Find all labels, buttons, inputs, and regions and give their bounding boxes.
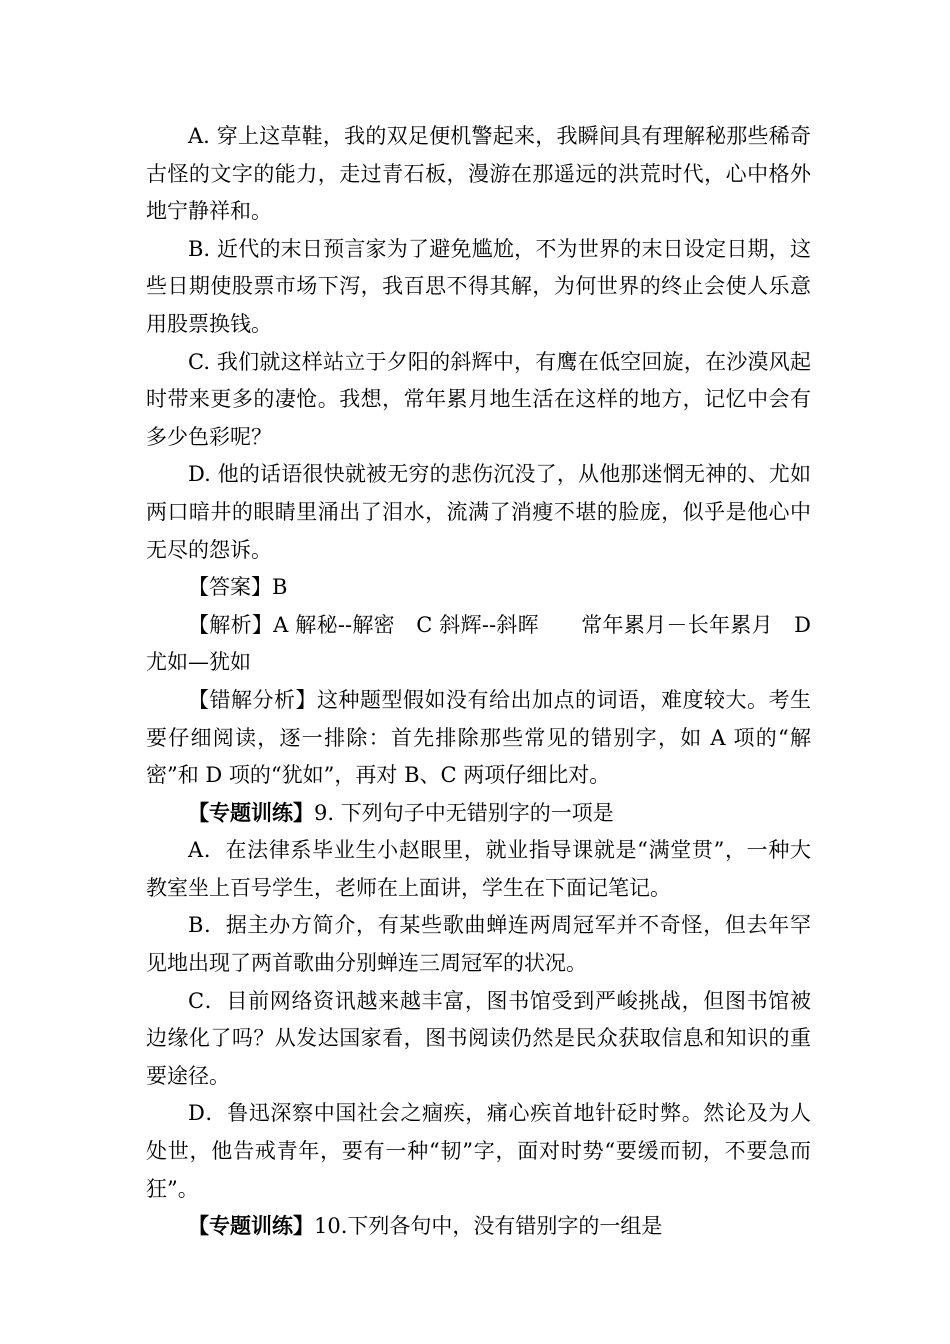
q9-option-a: A．在法律系毕业生小赵眼里，就业指导课就是“满堂贯”，一种大教室坐上百号学生，老师在上面讲，学生在下面记笔记。 [146, 838, 811, 900]
q9-option-c: C．目前网络资讯越来越丰富，图书馆受到严峻挑战，但图书馆被边缘化了吗？从发达国家看，图书阅读仍然是民众获取信息和知识的重要途径。 [146, 988, 811, 1088]
q8-answer [146, 569, 811, 607]
analysis-text-2: 常年累月－长年累月 D 尤如—犹如 [146, 612, 812, 675]
error-analysis-label: 【错解分析】 [188, 687, 317, 712]
q8-error-analysis [146, 682, 811, 795]
analysis-text-1: A 解秘--解密 C 斜辉--斜晖 [273, 612, 539, 637]
q8-option-a: A. 穿上这草鞋，我的双足便机警起来，我瞬间具有理解秘那些稀奇古怪的文字的能力，走过青石板，漫游在那遥远的洪荒时代，心中格外地宁静祥和。 [146, 124, 811, 224]
q10-stem-text: 10.下列各句中，没有错别字的一组是 [314, 1214, 663, 1239]
analysis-label: 【解析】 [188, 612, 274, 637]
q10-stem [146, 1208, 811, 1246]
answer-value: B [272, 575, 288, 600]
q8-option-d: D. 他的话语很快就被无穷的悲伤沉没了，从他那迷惘无神的、尤如两口暗井的眼睛里涌出了泪水，流满了消瘦不堪的脸庞，似乎是他心中无尽的怨诉。 [146, 462, 811, 562]
error-analysis-text: 这种题型假如没有给出加点的词语，难度较大。考生要仔细阅读，逐一排除：首先排除那些常见的错别字，如 A 项的“解密”和 D 项的“犹如”，再对 B、C 两项仔细比对。 [146, 687, 811, 788]
q9-stem-text: 9. 下列句子中无错别字的一项是 [314, 800, 614, 825]
q9-option-d: D．鲁迅深察中国社会之痼疾，痛心疾首地针砭时弊。然论及为人处世，他告戒青年，要有一种“韧”字，面对时势“要缓而韧，不要急而狂”。 [146, 1101, 811, 1201]
q9-label: 【专题训练】 [188, 800, 314, 825]
answer-label: 【答案】 [188, 575, 272, 600]
q8-option-b: B. 近代的末日预言家为了避免尴尬，不为世界的末日设定日期，这些日期使股票市场下泻，我百思不得其解，为何世界的终止会使人乐意用股票换钱。 [146, 236, 811, 336]
q8-analysis [146, 607, 811, 682]
document-page [146, 118, 811, 1246]
q10-label: 【专题训练】 [188, 1214, 314, 1239]
q9-stem [146, 795, 811, 833]
q9-option-b: B．据主办方简介，有某些歌曲蝉连两周冠军并不奇怪，但去年罕见地出现了两首歌曲分别蝉连三周冠军的状况。 [146, 913, 811, 976]
q8-option-c: C. 我们就这样站立于夕阳的斜辉中，有鹰在低空回旋，在沙漠风起时带来更多的凄怆。我想，常年累月地生活在这样的地方，记忆中会有多少色彩呢？ [146, 349, 811, 449]
